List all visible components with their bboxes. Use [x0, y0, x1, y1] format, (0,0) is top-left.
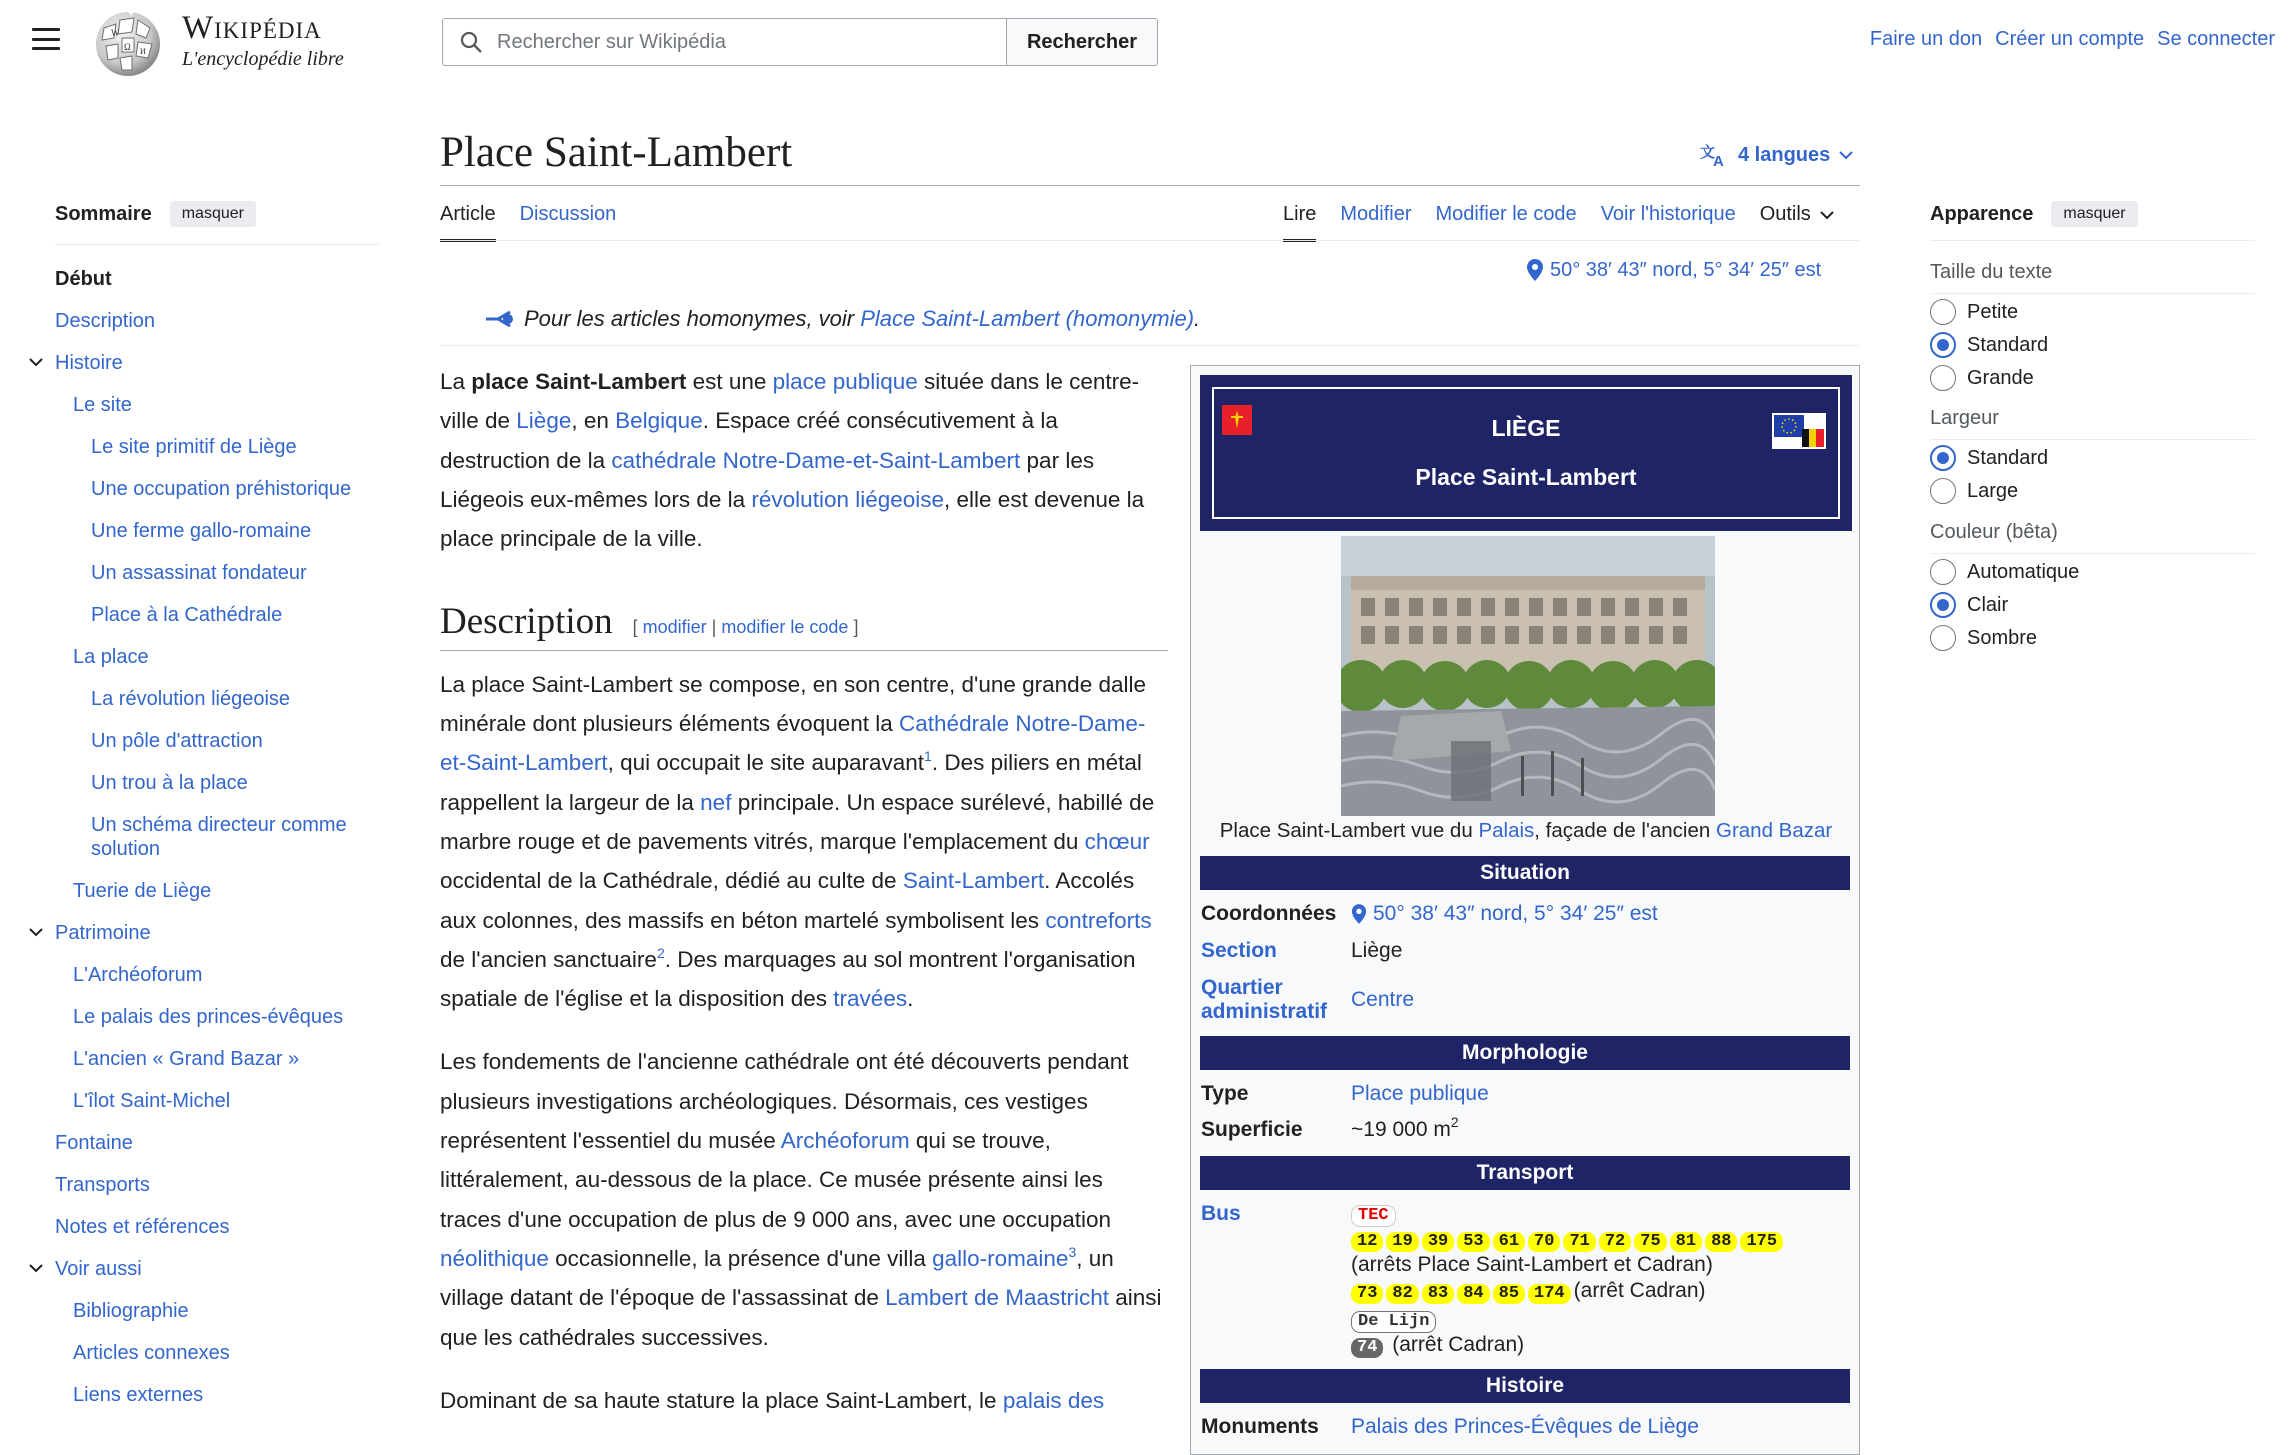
chevron-down-icon[interactable]	[27, 353, 45, 371]
label-coordinates: Coordonnées	[1201, 902, 1337, 925]
bus-line-pill[interactable]: 53	[1457, 1232, 1489, 1252]
toc-item-label: Le site primitif de Liège	[91, 436, 297, 458]
toc-item[interactable]	[55, 435, 385, 477]
toc-item-label: Liens externes	[73, 1384, 204, 1406]
toc-item-label: Une occupation préhistorique	[91, 478, 352, 500]
appearance-option[interactable]	[1930, 332, 2048, 358]
appearance-hide-button[interactable]: masquer	[2051, 201, 2137, 227]
language-count: 4 langues	[1738, 143, 1831, 166]
infobox-coordinates-link[interactable]: 50° 38′ 43″ nord, 5° 34′ 25″ est	[1373, 902, 1658, 925]
toc-item-label: Place à la Cathédrale	[91, 604, 283, 626]
toc-item-label: solution	[91, 838, 160, 860]
coordinates-link[interactable]: 50° 38′ 43″ nord, 5° 34′ 25″ est	[1550, 258, 1822, 281]
toc-item-label: Fontaine	[55, 1132, 133, 1154]
link-palais-caption[interactable]: Palais	[1478, 819, 1535, 842]
toc-item-label: Tuerie de Liège	[73, 880, 212, 902]
appearance-option[interactable]	[1930, 559, 2079, 585]
bus-line-pill[interactable]: 19	[1386, 1232, 1418, 1252]
footnote-2[interactable]: 2	[656, 944, 665, 961]
translate-icon	[1700, 142, 1730, 168]
toc-item[interactable]	[55, 921, 385, 963]
toc-item[interactable]	[55, 1383, 385, 1425]
search-button[interactable]: Rechercher	[1006, 18, 1158, 66]
label-section[interactable]: Section	[1201, 939, 1277, 962]
tab-discussion[interactable]: Discussion	[519, 203, 617, 225]
bus-line-pill[interactable]: 88	[1705, 1232, 1737, 1252]
bus-line-pill[interactable]: 81	[1670, 1232, 1702, 1252]
bus-line-pill[interactable]: 174	[1528, 1284, 1571, 1304]
bus-line-pill[interactable]: 83	[1422, 1284, 1454, 1304]
page-title: Place Saint-Lambert	[440, 129, 793, 176]
login-link[interactable]: Se connecter	[2157, 28, 2275, 50]
toc-item[interactable]	[55, 603, 385, 645]
bus-line-pill[interactable]: 61	[1493, 1232, 1525, 1252]
label-superficie: Superficie	[1201, 1118, 1303, 1141]
search-input[interactable]	[495, 30, 965, 55]
wordmark-title: Wikipédia	[182, 10, 322, 46]
appearance-group-label: Taille du texte	[1930, 261, 2053, 283]
user-links	[1870, 28, 2275, 51]
toc-item[interactable]	[55, 1257, 385, 1299]
value-monuments[interactable]: Palais des Princes-Évêques de Liège	[1351, 1415, 1699, 1438]
radio-button[interactable]	[1930, 625, 1956, 651]
chevron-down-icon[interactable]	[27, 923, 45, 941]
hamburger-icon	[32, 28, 60, 31]
appearance-option-label: Sombre	[1967, 626, 2038, 649]
label-type: Type	[1201, 1082, 1249, 1105]
toc-item[interactable]	[55, 351, 385, 393]
infobox-city: LIÈGE	[1491, 415, 1561, 441]
toc-list	[55, 267, 385, 1425]
link-cathedrale[interactable]: cathédrale Notre-Dame-et-Saint-Lambert	[611, 447, 1021, 473]
toc-item-label: Un pôle d'attraction	[91, 730, 263, 752]
bus-note-2: (arrêt Cadran)	[1573, 1279, 1706, 1302]
bus-line-pill[interactable]: 73	[1351, 1284, 1383, 1304]
map-pin-icon	[1351, 903, 1367, 925]
wordmark-tagline: L'encyclopédie libre	[182, 48, 344, 70]
appearance-option-label: Standard	[1967, 446, 2049, 469]
toc-item-label: Un schéma directeur comme	[91, 814, 347, 836]
bus-lines-row-1	[1351, 1226, 1786, 1252]
disambiguation-hatnote: Pour les articles homonymes, voir Place Saint-Lambert (homonymie).	[484, 306, 1200, 332]
infobox-banner	[1200, 375, 1852, 531]
hatnote-text: Pour les articles homonymes, voir	[524, 306, 861, 331]
toc-hide-button[interactable]: masquer	[170, 201, 256, 227]
bus-line-pill[interactable]: 39	[1422, 1232, 1454, 1252]
link-contreforts[interactable]: contreforts	[1045, 907, 1152, 933]
bus-line-pill[interactable]: 71	[1563, 1232, 1595, 1252]
appearance-divider	[1930, 240, 2255, 241]
svg-text:文: 文	[1700, 143, 1716, 161]
bus-line-pill[interactable]: 84	[1457, 1284, 1489, 1304]
toc-item[interactable]	[55, 1299, 385, 1341]
toc-item[interactable]	[55, 393, 385, 435]
appearance-option[interactable]	[1930, 365, 2034, 391]
bus-line-74[interactable]: 74	[1351, 1338, 1383, 1358]
toc-divider	[55, 244, 380, 245]
label-bus[interactable]: Bus	[1201, 1202, 1241, 1225]
toc-item[interactable]	[55, 963, 385, 1005]
namespace-tabs	[440, 203, 616, 226]
toc-item-label: Le palais des princes-évêques	[73, 1006, 344, 1028]
appearance-option[interactable]	[1930, 592, 2008, 618]
toc-item[interactable]	[55, 1341, 385, 1383]
section-edit-link[interactable]: modifier	[642, 617, 707, 638]
bus-note-3: (arrêt Cadran)	[1392, 1333, 1525, 1356]
chevron-down-icon[interactable]	[27, 1259, 45, 1277]
value-type[interactable]: Place publique	[1351, 1082, 1489, 1105]
radio-button[interactable]	[1930, 365, 1956, 391]
section-heading-description	[440, 598, 1168, 650]
appearance-panel	[1930, 200, 2260, 649]
toc-item[interactable]	[55, 1047, 385, 1089]
toc-item-label: L'ancien « Grand Bazar »	[73, 1048, 300, 1070]
footnote-1[interactable]: 1	[924, 748, 932, 765]
map-pin-icon	[1526, 258, 1544, 282]
bus-lines-row-2	[1351, 1279, 1574, 1302]
tab-read[interactable]: Lire	[1283, 203, 1317, 225]
toc-item-label: Notes et références	[55, 1216, 230, 1238]
infobox-name: Place Saint-Lambert	[1415, 464, 1637, 490]
bus-line-pill[interactable]: 70	[1528, 1232, 1560, 1252]
link-grand-bazar[interactable]: Grand Bazar	[1716, 819, 1833, 842]
toc-item-label: Un assassinat fondateur	[91, 562, 307, 584]
place-photo[interactable]	[1341, 536, 1715, 816]
appearance-option-label: Clair	[1967, 593, 2009, 616]
view-tabs	[1283, 203, 1835, 226]
toc-item[interactable]	[55, 561, 385, 603]
toc-item-label: Description	[55, 310, 156, 332]
toc-item-label: L'Archéoforum	[73, 964, 203, 986]
tab-history[interactable]: Voir l'historique	[1600, 203, 1736, 225]
wikipedia-globe-logo[interactable]	[90, 8, 166, 78]
toc-item-label: La place	[73, 646, 149, 668]
delijn-badge[interactable]: De Lijn	[1351, 1311, 1436, 1333]
radio-button[interactable]	[1930, 559, 1956, 585]
link-cathedrale-nd[interactable]: Cathédrale Notre-Dame-et-Saint-Lambert	[440, 711, 1146, 776]
toc-item[interactable]	[55, 879, 385, 921]
create-account-link[interactable]: Créer un compte	[1995, 28, 2145, 50]
appearance-group-label: Couleur (bêta)	[1930, 521, 2058, 543]
appearance-option-label: Petite	[1967, 300, 2019, 323]
value-section: Liège	[1351, 939, 1403, 962]
main-menu-button[interactable]	[32, 28, 60, 50]
toc-item[interactable]	[55, 687, 385, 729]
link-place-publique[interactable]: place publique	[772, 369, 918, 394]
bus-line-pill[interactable]: 82	[1386, 1284, 1418, 1304]
radio-button[interactable]	[1930, 592, 1956, 618]
infobox-header-histoire: Histoire	[1200, 1369, 1850, 1403]
toc-item[interactable]	[55, 1089, 385, 1131]
appearance-option[interactable]	[1930, 625, 2037, 651]
appearance-option-label: Automatique	[1967, 560, 2080, 583]
radio-button[interactable]	[1930, 478, 1956, 504]
toc-item-label: Voir aussi	[55, 1258, 142, 1280]
link-lambert-maastricht[interactable]: Lambert de Maastricht	[885, 1285, 1110, 1311]
bus-line-pill[interactable]: 72	[1599, 1232, 1631, 1252]
appearance-group-label: Largeur	[1930, 407, 1999, 429]
toc-item[interactable]	[55, 813, 385, 879]
svg-text:W: W	[111, 28, 120, 38]
link-archeoforum[interactable]: Archéoforum	[780, 1128, 910, 1154]
search-box[interactable]	[442, 18, 1006, 66]
label-quartier[interactable]: Quartier administratif	[1201, 976, 1328, 1023]
toc-item[interactable]	[55, 1131, 385, 1173]
toc-item[interactable]	[55, 771, 385, 813]
toc-item[interactable]	[55, 729, 385, 771]
coordinates	[1526, 258, 1821, 282]
title-divider	[440, 185, 1860, 186]
bus-note-1: (arrêts Place Saint-Lambert et Cadran)	[1351, 1253, 1713, 1276]
description-paragraph-1: La place Saint-Lambert se compose, en son centre, d'une grande dalle minérale dont plusieurs éléments évoquent la Cathédrale Notre-Dame-et-Saint-Lambert, qui occupait le site auparavant$^1$. Des piliers en métal rappellent la largeur de la nef principale. Un espace surélevé, habillé de marbre rouge et de pavements vitrés, marque l'emplacement du chœur occidental de la Cathédrale, dédié au culte de Saint-Lambert. Accolés aux colonnes, des massifs en béton martelé symbolisent les contreforts de l'ancien sanctuaire$^2$. Des marquages au sol montrent l'organisation spatiale de l'église et la disposition des travées.	[440, 671, 1155, 1012]
toc-title: Sommaire	[55, 202, 152, 225]
toc-item[interactable]	[55, 1173, 385, 1215]
infobox-header-situation: Situation	[1200, 856, 1850, 890]
bus-line-pill[interactable]: 85	[1493, 1284, 1525, 1304]
link-saint-lambert[interactable]: Saint-Lambert	[902, 868, 1045, 894]
search-icon	[459, 30, 483, 54]
section-edit-source-link[interactable]: modifier le code	[721, 617, 849, 638]
link-revolution[interactable]: révolution liégeoise	[751, 486, 945, 512]
bus-line-pill[interactable]: 75	[1634, 1232, 1666, 1252]
appearance-title: Apparence	[1930, 202, 2034, 225]
infobox-header-transport: Transport	[1200, 1156, 1850, 1190]
toc-item-label: Le site	[73, 394, 132, 416]
link-choeur[interactable]: chœur	[1084, 828, 1150, 854]
hatnote-link[interactable]: Place Saint-Lambert (homonymie)	[860, 306, 1195, 331]
toc-item[interactable]	[55, 1005, 385, 1047]
link-palais[interactable]: palais des	[1002, 1387, 1105, 1413]
tab-edit[interactable]: Modifier	[1340, 203, 1412, 225]
tab-edit-source[interactable]: Modifier le code	[1435, 203, 1577, 225]
description-paragraph-3: Dominant de sa haute stature la place Saint-Lambert, le palais des	[440, 1387, 1105, 1413]
intro-paragraph: La place Saint-Lambert est une place publique située dans le centre-ville de Liège, en Belgique. Espace créé consécutivement à la destruction de la cathédrale Notre-Dame-et-Saint-Lambert par les Liégeois eux-mêmes lors de la révolution liégeoise, elle est devenue la place principale de la ville.	[440, 369, 1145, 552]
toc-item-label: Articles connexes	[73, 1342, 230, 1364]
toc-item-label: Bibliographie	[73, 1300, 189, 1322]
language-button[interactable]	[1700, 142, 1854, 168]
footnote-3[interactable]: 3	[1068, 1243, 1077, 1260]
toc-item[interactable]	[55, 267, 385, 309]
toc-item[interactable]	[55, 519, 385, 561]
tabs-divider	[440, 240, 1860, 241]
appearance-option-label: Standard	[1967, 333, 2049, 356]
toc-item[interactable]	[55, 645, 385, 687]
toc-item[interactable]	[55, 477, 385, 519]
appearance-option-label: Large	[1967, 479, 2019, 502]
toc-item-label: Début	[55, 268, 112, 290]
bus-line-pill[interactable]: 175	[1740, 1232, 1783, 1252]
chevron-down-icon	[1819, 209, 1835, 221]
appearance-option[interactable]	[1930, 299, 2018, 325]
tools-label: Outils	[1759, 203, 1811, 225]
label-monuments: Monuments	[1201, 1415, 1319, 1438]
hatnote-divider	[440, 345, 1860, 346]
toc-item-label: Histoire	[55, 352, 123, 374]
tec-badge[interactable]: TEC	[1351, 1205, 1396, 1227]
appearance-option[interactable]	[1930, 478, 2018, 504]
chevron-down-icon	[1838, 149, 1854, 161]
appearance-option-label: Grande	[1967, 366, 2034, 389]
link-liege[interactable]: Liège	[516, 408, 572, 434]
value-coordinates	[1351, 902, 1658, 926]
section-edit-links: [ modifier | modifier le code ]	[632, 617, 859, 638]
svg-text:И: И	[140, 47, 146, 56]
table-of-contents	[55, 200, 385, 1425]
section-title: Description	[440, 601, 613, 643]
toc-item-label: La révolution liégeoise	[91, 688, 291, 710]
radio-button[interactable]	[1930, 445, 1956, 471]
article-body	[440, 362, 1168, 1444]
radio-button[interactable]	[1930, 299, 1956, 325]
toc-item-label: Une ferme gallo-romaine	[91, 520, 312, 542]
description-paragraph-2: Les fondements de l'ancienne cathédrale ont été découverts pendant plusieurs investigations archéologiques. Désormais, ces vestiges représentent l'essentiel du musée Archéoforum qui se trouve, littéralement, au-dessous de la place. Ce musée présente ainsi les traces d'une occupation de plus de 9 000 ans, avec une occupation néolithique occasionnelle, la présence d'une villa gallo-romaine$^3$, un village datant de l'époque de l'assassinat de Lambert de Maastricht ainsi que les cathédrales successives.	[440, 1049, 1162, 1350]
link-nef[interactable]: nef	[700, 789, 732, 815]
appearance-option[interactable]	[1930, 445, 2048, 471]
tab-article[interactable]: Article	[440, 203, 496, 225]
toc-item-label: L'îlot Saint-Michel	[73, 1090, 231, 1112]
link-gallo-romaine[interactable]: gallo-romaine	[932, 1245, 1069, 1271]
donate-link[interactable]: Faire un don	[1869, 28, 1983, 50]
toc-item-label: Transports	[55, 1174, 150, 1196]
value-superficie: ~19 000 $m^2$	[1351, 1114, 1459, 1141]
toc-item[interactable]	[55, 1215, 385, 1257]
infobox-header-morphologie: Morphologie	[1200, 1036, 1850, 1070]
svg-text:Ω: Ω	[124, 42, 131, 52]
radio-button[interactable]	[1930, 332, 1956, 358]
infobox	[1190, 365, 1860, 1455]
link-travees[interactable]: travées	[833, 986, 908, 1012]
disambiguation-icon	[484, 308, 514, 330]
toc-item-label: Patrimoine	[55, 922, 151, 944]
toc-item-label: Un trou à la place	[91, 772, 248, 794]
toc-item[interactable]	[55, 309, 385, 351]
photo-caption: Place Saint-Lambert vue du Palais, façade de l'ancien Grand Bazar	[1219, 819, 1833, 842]
svg-text:A: A	[1713, 153, 1724, 168]
value-quartier[interactable]: Centre	[1351, 988, 1415, 1011]
wikipedia-wordmark[interactable]	[182, 12, 344, 71]
link-belgique[interactable]: Belgique	[615, 408, 703, 434]
bus-line-pill[interactable]: 12	[1351, 1232, 1383, 1252]
link-neolithique[interactable]: néolithique	[440, 1245, 549, 1271]
tools-menu[interactable]	[1760, 203, 1835, 226]
